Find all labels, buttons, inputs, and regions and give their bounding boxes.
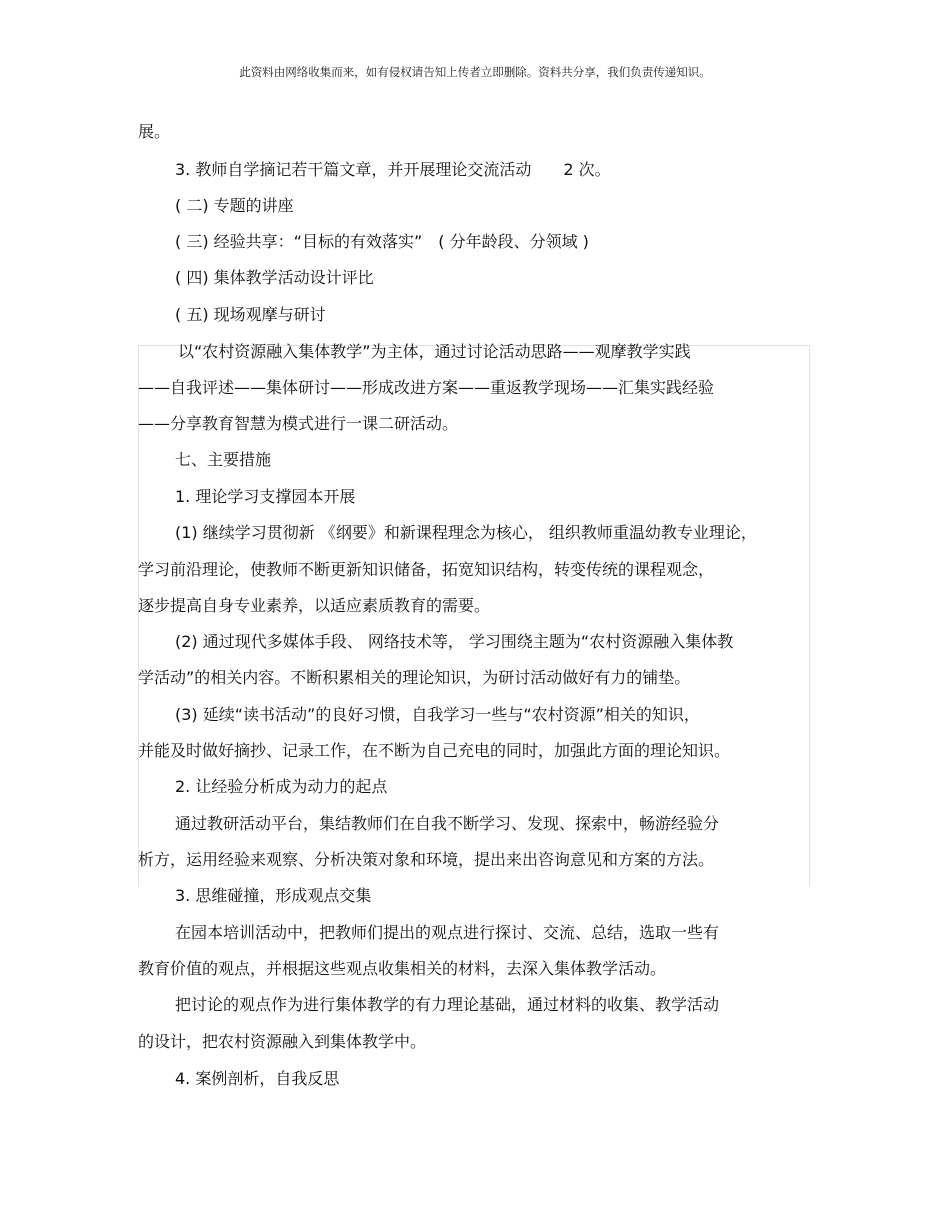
text-line: 析方，运用经验来观察、分析决策对象和环境，提出来出咨询意见和方案的方法。: [138, 850, 715, 869]
section-heading: 2. 让经验分析成为动力的起点: [175, 777, 388, 796]
text-line: (3) 延续“读书活动”的良好习惯，自我学习一些与“农村资源”相关的知识，: [175, 705, 700, 724]
section-heading: 4. 案例剖析，自我反思: [175, 1069, 340, 1088]
section-heading: ( 二) 专题的讲座: [175, 196, 294, 215]
text-line: 逐步提高自身专业素养，以适应素质教育的需要。: [138, 596, 491, 615]
section-heading: 1. 理论学习支撑园本开展: [175, 487, 356, 506]
section-heading: ( 三) 经验共享：“目标的有效落实” ( 分年龄段、分领域 ): [175, 232, 589, 251]
text-line: 通过教研活动平台，集结教师们在自我不断学习、发现、探索中，畅游经验分: [175, 814, 720, 833]
section-heading: ( 四) 集体教学活动设计评比: [175, 268, 374, 287]
section-heading: 3. 思维碰撞，形成观点交集: [175, 886, 372, 905]
page-header-notice: 此资料由网络收集而来，如有侵权请告知上传者立即删除。资料共分享，我们负责传递知识。: [239, 65, 711, 79]
text-line: ——分享教育智慧为模式进行一课二研活动。: [138, 414, 459, 433]
text-line: 在园本培训活动中，把教师们提出的观点进行探讨、交流、总结，选取一些有: [175, 923, 720, 942]
text-line: (2) 通过现代多媒体手段、 网络技术等， 学习围绕主题为“农村资源融入集体教: [175, 632, 734, 651]
text-line: (1) 继续学习贯彻新 《纲要》和新课程理念为核心， 组织教师重温幼教专业理论，: [175, 523, 757, 542]
text-line: ——自我评述——集体研讨——形成改进方案——重返教学现场——汇集实践经验: [138, 378, 715, 397]
text-line: 以“农村资源融入集体教学”为主体，通过讨论活动思路——观摩教学实践: [178, 342, 691, 361]
text-line: 3. 教师自学摘记若干篇文章，并开展理论交流活动 2 次。: [175, 160, 611, 179]
text-line: 教育价值的观点，并根据这些观点收集相关的材料，去深入集体教学活动。: [138, 959, 667, 978]
text-line: 把讨论的观点作为进行集体教学的有力理论基础，通过材料的收集、教学活动: [175, 995, 720, 1014]
text-line: 的设计，把农村资源融入到集体教学中。: [138, 1032, 427, 1051]
section-heading: 七、主要措施: [175, 450, 272, 469]
text-line: 展。: [138, 122, 171, 141]
section-heading: ( 五) 现场观摩与研讨: [175, 305, 326, 324]
text-line: 学活动”的相关内容。不断积累相关的理论知识，为研讨活动做好有力的铺垫。: [138, 668, 691, 687]
text-line: 学习前沿理论，使教师不断更新知识储备，拓宽知识结构，转变传统的课程观念，: [138, 560, 715, 579]
text-line: 并能及时做好摘抄、记录工作，在不断为自己充电的同时，加强此方面的理论知识。: [138, 741, 731, 760]
